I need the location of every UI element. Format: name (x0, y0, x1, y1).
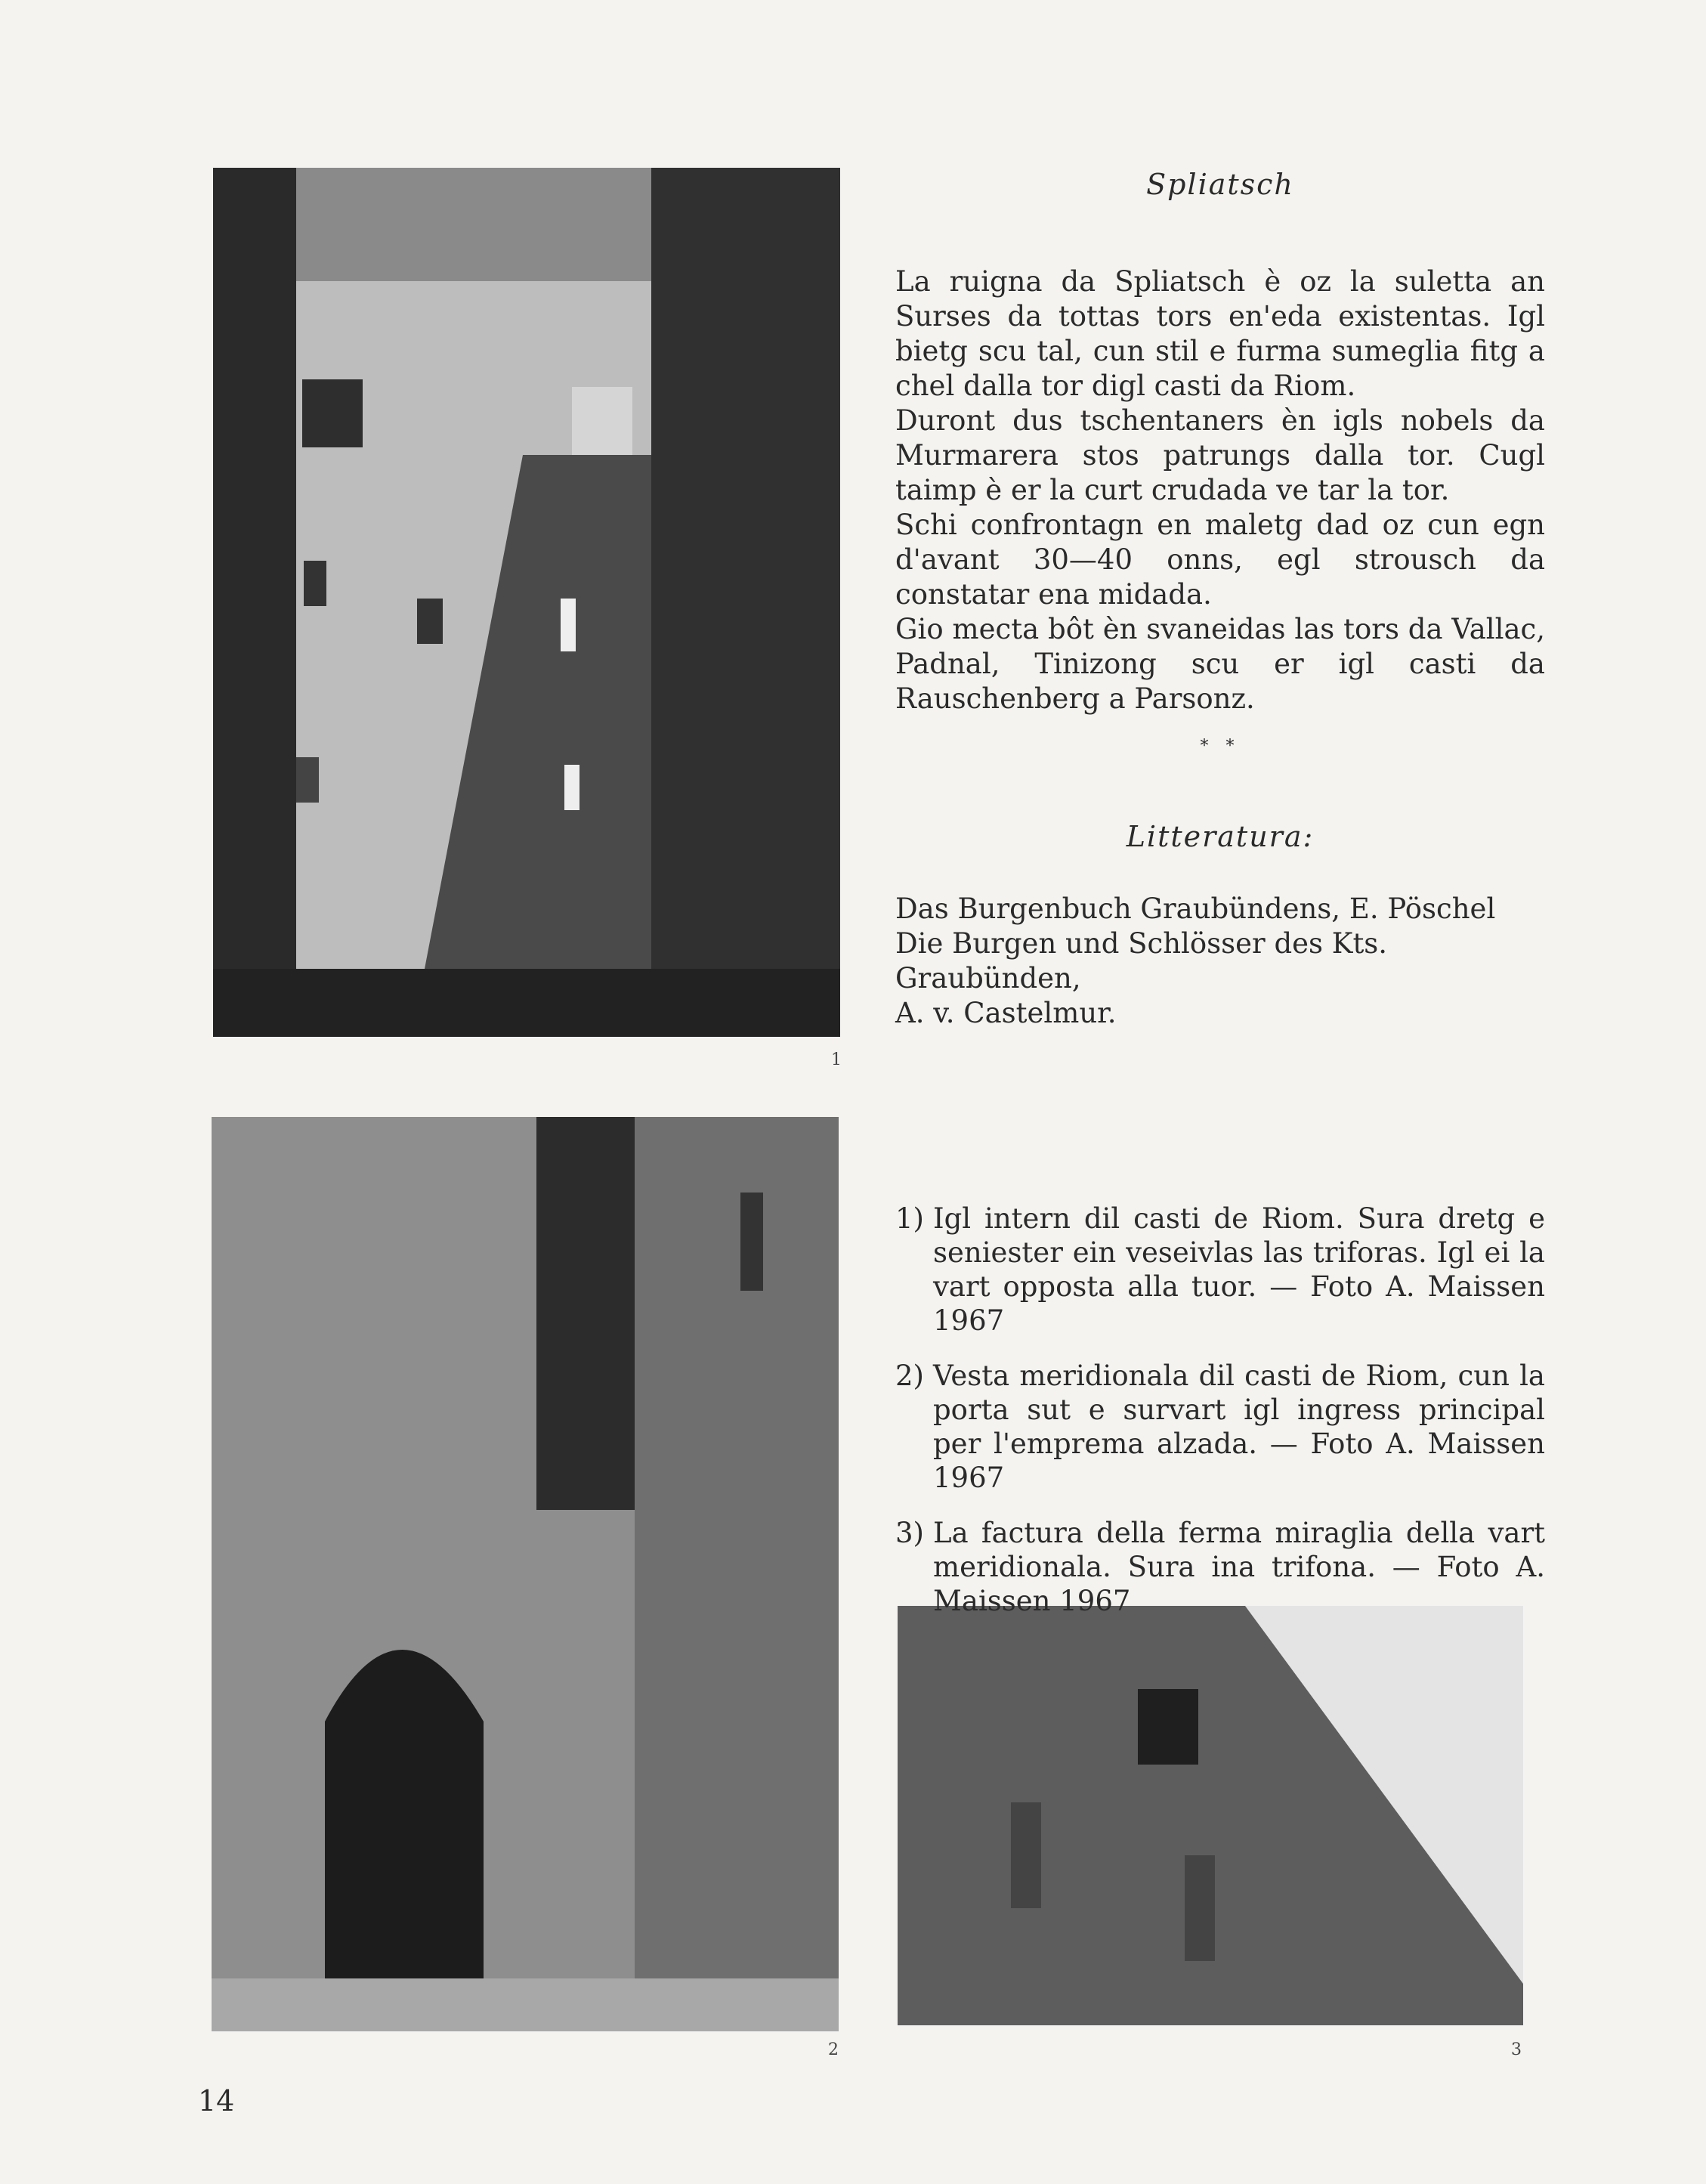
caption-2 (895, 1359, 1545, 1495)
photo-2-castle-gate (212, 1117, 839, 2031)
paragraph-4: Gio mecta bôt èn svaneidas las tors da Vallac, Padnal, Tinizong scu er igl casti da Rauschenberg a Parsonz. (895, 613, 1545, 715)
section-title: Spliatsch (1146, 168, 1294, 201)
photo-1-castle-interior (213, 168, 840, 1037)
literature-heading: Litteratura: (1126, 820, 1315, 853)
paragraph-3: Schi confrontagn en maletg dad oz cun egn d'avant 30—40 onns, egl strousch da constatar ena midada. (895, 509, 1545, 611)
literature-list (895, 892, 1545, 1031)
caption-3 (895, 1516, 1545, 1618)
page-number: 14 (198, 2084, 235, 2117)
paragraph-2: Duront dus tschentaners èn igls nobels da Murmarera stos patrungs dalla tor. Cugl taimp è er la curt crudada ve tar la tor. (895, 404, 1545, 506)
figure-number-3: 3 (1511, 2040, 1522, 2059)
paragraph-1: La ruigna da Spliatsch è oz la suletta an Surses da tottas tors en'eda existentas. Igl bietg scu tal, cun stil e furma sumeglia fitg a chel dalla tor digl casti da Riom. (895, 265, 1545, 402)
caption-number: 1) (895, 1202, 924, 1235)
section-separator: * * (1200, 737, 1241, 756)
caption-number: 3) (895, 1517, 924, 1549)
photo-captions (895, 1202, 1545, 1639)
figure-number-2: 2 (828, 2040, 839, 2059)
caption-text: La factura della ferma miraglia della vart meridionala. Sura ina trifona. — Foto A. Maissen 1967 (933, 1517, 1545, 1617)
photo-3-wall-trifora (898, 1606, 1523, 2025)
caption-number: 2) (895, 1360, 924, 1392)
caption-text: Vesta meridionala dil casti de Riom, cun la porta sut e survart igl ingress principal per l'emprema alzada. — Foto A. Maissen 1967 (933, 1360, 1545, 1494)
figure-number-1: 1 (831, 1050, 842, 1069)
caption-1 (895, 1202, 1545, 1338)
body-text (895, 264, 1545, 716)
literature-entry: Die Burgen und Schlösser des Kts. Graubünden, (895, 927, 1388, 995)
caption-text: Igl intern dil casti de Riom. Sura dretg e seniester ein veseivlas las triforas. Igl ei la vart opposta alla tuor. — Foto A. Maissen 1967 (933, 1202, 1545, 1337)
literature-entry: Das Burgenbuch Graubündens, E. Pöschel (895, 892, 1496, 925)
literature-entry: A. v. Castelmur. (895, 997, 1117, 1029)
